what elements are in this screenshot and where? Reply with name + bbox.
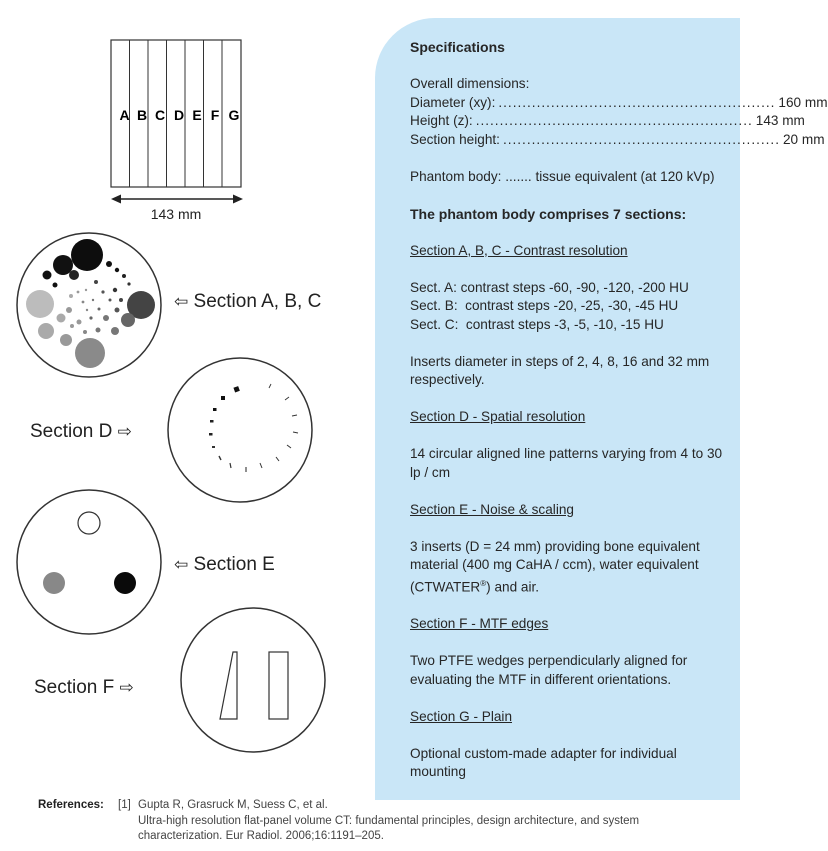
right-arrow-icon: ⇨ [119, 678, 134, 697]
section-e-heading: Section E - Noise & scaling [410, 501, 574, 517]
right-arrow-icon: ⇨ [117, 422, 132, 441]
section-abc-heading: Section A, B, C - Contrast resolution [410, 242, 628, 258]
section-abc-circle [17, 233, 161, 377]
section-d-text: Section D [30, 421, 113, 442]
left-arrow-icon: ⇦ [174, 555, 189, 574]
dot-leader: .......................................................... [502, 131, 780, 147]
length-label: 143 mm [150, 206, 202, 222]
phantom-body-label: Phantom body: [410, 168, 502, 184]
section-height-label: Section height: [410, 131, 500, 147]
reference-number: [1] [118, 799, 131, 811]
section-height-row [410, 131, 825, 150]
overall-dimensions: Overall dimensions: [410, 76, 530, 91]
dot-leader: .......................................................... [475, 113, 753, 128]
comprises-heading: The phantom body comprises 7 sections: [410, 205, 687, 222]
section-e-body-part1: 3 inserts (D = 24 mm) providing bone equivalent material (400 mg CaHA / ccm), water equivalent ( [410, 538, 700, 595]
column-letter-d: D [173, 107, 185, 123]
column-letter-e: E [192, 107, 202, 123]
phantom-body-row [410, 168, 730, 187]
section-f-label [34, 677, 134, 699]
column-letter-a: A [119, 107, 130, 123]
section-f-body: Two PTFE wedges perpendicularly aligned for evaluating the MTF in different orientations. [410, 653, 688, 687]
sect-a-text: Sect. A: contrast steps -60, -90, -120, -200 HU [410, 279, 689, 295]
section-f-text: Section F [34, 677, 115, 698]
references-label: References: [38, 799, 104, 811]
section-abc-text: Section A, B, C [193, 291, 322, 312]
length-dimension-arrow [111, 195, 243, 223]
height-label: Height (z): [410, 113, 473, 128]
section-height-value: 20 mm [783, 131, 825, 147]
section-f-circle [181, 608, 325, 752]
section-f-heading: Section F - MTF edges [410, 616, 549, 632]
column-letter-b: B [136, 107, 148, 123]
section-columns [111, 40, 241, 187]
section-e-label [174, 554, 275, 576]
section-g-body: Optional custom-made adapter for individual mounting [410, 745, 677, 780]
reference-journal: characterization. Eur Radiol. 2006;16:1191–205. [138, 830, 384, 842]
section-abc-label [174, 291, 321, 313]
section-g-heading: Section G - Plain [410, 708, 512, 724]
reference-text [138, 798, 678, 845]
sect-b-text: Sect. B: contrast steps -20, -25, -30, -45 HU [410, 298, 679, 313]
height-row [410, 112, 805, 131]
section-d-heading: Section D - Spatial resolution [410, 409, 586, 424]
section-d-body: 14 circular aligned line patterns varying from 4 to 30 lp / cm [410, 446, 723, 480]
sect-c-text: Sect. C: contrast steps -3, -5, -10, -15 HU [410, 316, 664, 332]
section-e-text: Section E [193, 554, 275, 575]
spec-title: Specifications [410, 39, 505, 55]
phantom-body-value: tissue equivalent (at 120 kVp) [535, 168, 715, 184]
diameter-row [410, 94, 828, 113]
inserts-text: Inserts diameter in steps of 2, 4, 8, 16 and 32 mm respectively. [410, 353, 710, 387]
dot-leader: ....... [505, 168, 532, 184]
reference-title: Ultra-high resolution flat-panel volume CT: fundamental principles, design architecture, and system [138, 814, 640, 827]
column-letter-f: F [210, 107, 220, 123]
ctwater-text: CTWATER [414, 579, 481, 595]
dot-leader: .......................................................... [498, 94, 776, 110]
specifications-text [410, 38, 828, 782]
diameter-value: 160 mm [778, 94, 828, 110]
registered-mark: ® [480, 578, 487, 588]
diameter-label: Diameter (xy): [410, 94, 496, 110]
section-d-label [30, 421, 132, 443]
section-e-body-part2: ) and air. [486, 579, 540, 595]
column-letter-g: G [228, 107, 240, 123]
section-e-body [410, 538, 730, 597]
column-letter-c: C [154, 107, 166, 123]
section-e-circle [17, 490, 161, 634]
left-arrow-icon: ⇦ [174, 292, 189, 311]
section-d-circle [168, 358, 312, 502]
height-value: 143 mm [755, 113, 805, 128]
reference-authors: Gupta R, Grasruck M, Suess C, et al. [138, 799, 328, 811]
